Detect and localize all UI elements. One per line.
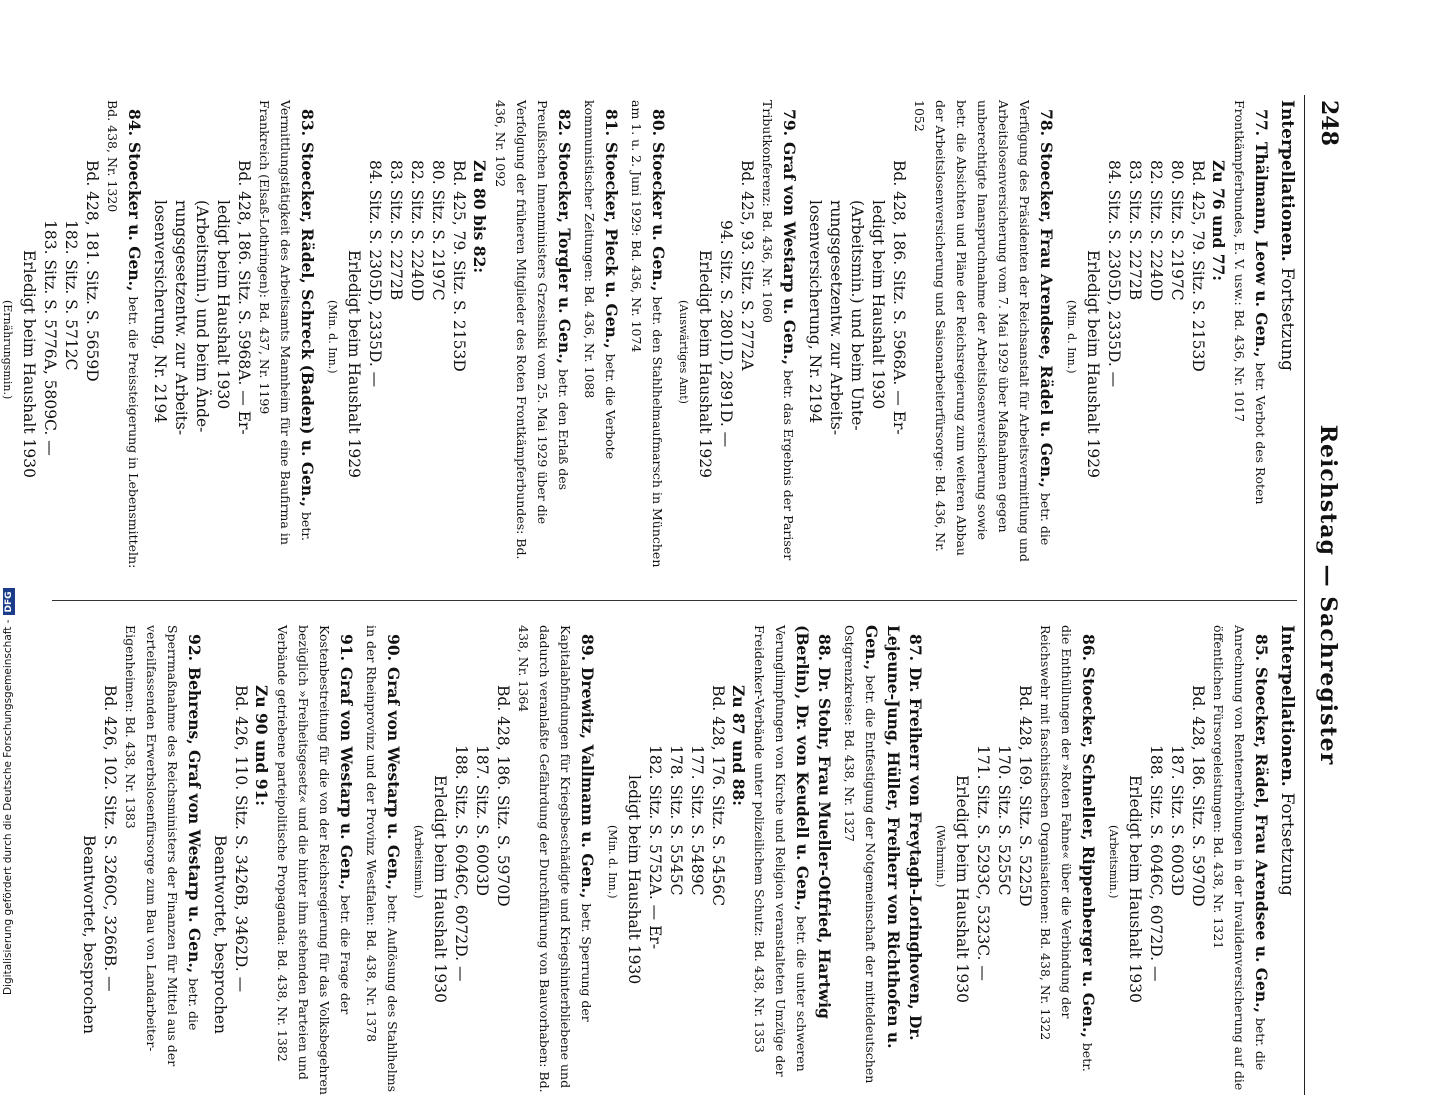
ref-list <box>804 100 909 570</box>
ref-line: 182. Sitz. S. 5712C <box>62 220 80 371</box>
ref-list <box>209 625 251 1095</box>
ref-line: losenversicherung, Nr. 2194 <box>806 200 824 424</box>
entry-names: Stoecker, Rädel, Schreck (Baden) u. Gen., <box>298 142 317 507</box>
entry-text: betr. den Stahlhelmaufmarsch in München am 1. u. 2. Juni 1929: Bd. 436, Nr. 1074 <box>629 100 665 568</box>
entry-text: betr. die Frage der Kostenbestreitung für die von der Reichsregierung für das Volksbegehren bezüglich »Freiheitsgesetz« und die hinter ihm stehenden Parteien und Verbände getriebene parteipolitische Propaganda: Bd. 438, Nr. 1382 <box>275 625 353 1095</box>
ref-line: 170. Sitz. S. 5255C <box>995 745 1013 896</box>
entry-85 <box>1208 625 1272 1095</box>
section-heading <box>1276 625 1297 1095</box>
entry-names: Stoecker u. Gen., <box>125 142 144 292</box>
entry-text: betr. Vermittlungstätigkeit des Arbeitsamts Mannheim für eine Baufirma in Frankreich (Elsaß-Lothringen): Bd. 437, Nr. 1199 <box>257 100 314 545</box>
ref-line: Bd. 425, 79. Sitz. S. 2153D <box>1189 160 1207 372</box>
ref-line: ledigt beim Haushalt 1930 <box>869 200 887 410</box>
ref-list <box>149 100 254 570</box>
ref-line: 80. Sitz. S. 2197C <box>1168 160 1186 301</box>
ref-line: 182. Sitz. S. 5752A. — Er- <box>646 745 664 950</box>
entry-number: 85. <box>1252 634 1271 661</box>
entry-77 <box>1229 100 1272 570</box>
ref-line: Erledigt beim Haushalt 1930 <box>953 775 971 1003</box>
entry-80 <box>626 100 669 570</box>
entry-number: 87. <box>906 634 925 661</box>
entry-names: Stoecker, Rädel, Frau Arendsee u. Gen., <box>1252 667 1271 1013</box>
entry-91 <box>272 625 357 1095</box>
entry-text: betr. die Enthüllungen der »Roten Fahne« über die Verbindung der Reichswehr mit faschistischen Organisationen: Bd. 438, Nr. 1322 <box>1038 625 1095 1072</box>
ref-line: ledigt beim Haushalt 1930 <box>625 775 643 985</box>
ref-line: ledigt beim Haushalt 1930 <box>214 200 232 410</box>
group-heading: Zu 87 und 88: <box>729 685 748 807</box>
section-heading <box>1276 100 1297 570</box>
entry-number: 91. <box>337 634 356 661</box>
ref-list <box>623 625 728 1095</box>
ref-line: 94. Sitz. S. 2801D, 2891D. — <box>717 220 735 448</box>
ref-line: 188. Sitz. S. 6046C, 6072D. — <box>452 745 470 982</box>
ref-list <box>18 100 102 570</box>
ref-line: 188. Sitz. S. 6046C, 6072D. — <box>1147 745 1165 982</box>
right-column <box>78 625 1297 1095</box>
ministry-note: (Min. d. Inn.) <box>326 300 339 374</box>
group-heading: Zu 80 bis 82: <box>470 160 489 274</box>
ref-line: 187. Sitz. S. 6003D <box>1168 745 1186 897</box>
entry-79 <box>757 100 800 570</box>
ref-line: Bd. 428, 186. Sitz. S. 5970D <box>494 685 512 907</box>
ref-list <box>694 100 757 570</box>
ref-line: Bd. 426, 102. Sitz. S. 3260C, 3266B. — <box>101 685 119 992</box>
ref-line: 84. Sitz. S. 2305D, 2335D. — <box>1105 160 1123 388</box>
ref-line: rungsgesetzentw. zur Arbeits- <box>172 200 190 436</box>
dfg-logo: DFG <box>3 588 15 615</box>
entry-number: 82. <box>555 109 574 136</box>
ref-line: Beantwortet, besprochen <box>80 835 98 1035</box>
page-number: 248 <box>1316 100 1342 146</box>
ministry-note: (Arbeitsmin.) <box>412 825 425 899</box>
ref-list <box>1124 625 1208 1095</box>
section-continuation: Fortsetzung <box>1277 267 1297 372</box>
ref-line: Bd. 426, 110. Sitz. S. 3426B, 3462D. — <box>232 685 250 993</box>
ministry-note: (Arbeitsmin.) <box>1107 825 1120 899</box>
entry-text: betr. die Verbote kommunistischer Zeitungen: Bd. 436, Nr. 1088 <box>582 100 618 460</box>
entry-number: 81. <box>602 109 621 136</box>
group-heading: Zu 76 und 77: <box>1209 160 1228 282</box>
entry-90 <box>361 625 404 1095</box>
credit-text: Digitalisierung gefördert durch die Deutsche Forschungsgemeinschaft - <box>2 619 14 995</box>
entry-names: Drewitz, Vallmann u. Gen., <box>578 667 597 899</box>
ref-line: (Arbeitsmin.) und beim Ände- <box>193 200 211 433</box>
column-divider <box>52 600 1297 601</box>
status-line: Erledigt beim Haushalt 1929 <box>1084 250 1102 478</box>
entry-text: betr. Verbot des Roten Frontkämpferbundes, E. V. usw.: Bd. 436, Nr. 1017 <box>1232 100 1268 505</box>
entry-text: betr. das Ergebnis der Pariser Tributkonferenz: Bd. 436, Nr. 1060 <box>760 100 796 561</box>
entry-names: Graf von Westarp u. Gen., <box>337 667 356 891</box>
section-continuation: Fortsetzung <box>1277 792 1297 897</box>
entry-names: Stoecker u. Gen., <box>649 142 668 292</box>
entry-text: betr. den Erlaß des Preußischen Innenministers Grzesinski vom 25. Mai 1929 über die Verfolgung der früheren Mitglieder des Roten Frontkämpferbundes: Bd. 436, Nr. 1092 <box>493 100 571 560</box>
ref-line: Erledigt beim Haushalt 1929 <box>696 250 714 478</box>
entry-86 <box>1035 625 1099 1095</box>
ref-line: rungsgesetzentw. zur Arbeits- <box>827 200 845 436</box>
ref-line: Beantwortet, besprochen <box>211 835 229 1035</box>
entry-number: 77. <box>1252 109 1271 136</box>
entry-text: betr. die Preissteigerung in Lebensmitteln: Bd. 438, Nr. 1320 <box>105 100 141 569</box>
entry-81 <box>579 100 622 570</box>
ministry-note: (Min. d. Inn.) <box>1065 300 1078 374</box>
ministry-note: (Min. d. Inn.) <box>606 825 619 899</box>
ref-line: Bd. 428, 186. Sitz. S. 5970D <box>1189 685 1207 907</box>
entry-names: Graf von Westarp u. Gen., <box>384 667 403 891</box>
ministry-note: (Wehrmin.) <box>934 825 947 888</box>
section-title: Interpellationen. <box>1277 100 1297 262</box>
entry-text: betr. die Entfestigung der Notgemeinschaft der mitteldeutschen Ostgrenzkreise: Bd. 438, Nr. 1327 <box>842 625 878 1084</box>
ref-line: Erledigt beim Haushalt 1930 <box>20 250 38 478</box>
ref-line: Bd. 425, 93. Sitz. S. 2772A <box>738 160 756 371</box>
entry-text: betr. die Anrechnung von Rentenerhöhungen in der Invalidenversicherung auf die öffentlichen Fürsorgeleistungen: Bd. 438, Nr. 1321 <box>1211 625 1268 1091</box>
group-heading: Zu 90 und 91: <box>252 685 271 807</box>
entry-number: 90. <box>384 634 403 661</box>
entry-names: Stoecker, Frau Arendsee, Rädel u. Gen., <box>1037 142 1056 488</box>
ref-line: 177. Sitz. S. 5489C <box>688 745 706 896</box>
ref-line: 80. Sitz. S. 2197C <box>429 160 447 301</box>
ref-line: (Arbeitsmin.) und beim Unte- <box>848 200 866 431</box>
entry-87 <box>839 625 926 1095</box>
entry-number: 83. <box>298 109 317 136</box>
entry-78 <box>909 100 1057 570</box>
entry-84 <box>102 100 145 570</box>
ref-line: 183. Sitz. S. 5776A, 5809C. — <box>41 220 59 456</box>
ref-list <box>78 625 120 1095</box>
entry-text: betr. Sperrung der Kapitalabfindungen für Kriegsbeschädigte und Kriegshinterbliebene und dadurch veranlaßte Gefährdung der Durchführung von Bauvorhaben: Bd. 438, Nr. 1364 <box>516 625 594 1093</box>
entry-92 <box>120 625 205 1095</box>
ref-line: Bd. 428, 181. Sitz. S. 5659D <box>83 160 101 382</box>
ref-line: 82. Sitz. S. 2240D <box>408 160 426 302</box>
entry-83 <box>254 100 318 570</box>
entry-number: 86. <box>1079 634 1098 661</box>
ref-line: 84. Sitz. S. 2305D, 2335D. — <box>366 160 384 388</box>
entry-text: betr. die Sperrmaßnahme des Reichsministers der Finanzen für Mittel aus der verteilfassenden Erwerbslosenfürsorge zum Bau von Landarbeiter-Eigenheimen: Bd. 438, Nr. 1383 <box>123 625 201 1067</box>
entry-number: 80. <box>649 109 668 136</box>
entry-text: betr. Auflösung des Stahlhelms in der Rheinprovinz und der Provinz Westfalen: Bd. 438, Nr. 1378 <box>364 625 400 1093</box>
ref-line: Erledigt beim Haushalt 1930 <box>1126 775 1144 1003</box>
entry-names: Stoecker, Torgler u. Gen., <box>555 142 574 365</box>
ref-line: Erledigt beim Haushalt 1930 <box>431 775 449 1003</box>
ministry-note: (Ernährungsmin.) <box>1 300 14 400</box>
entry-names: Graf von Westarp u. Gen., <box>780 142 799 366</box>
entry-names: Stoecker, Schneller, Rippenberger u. Gen., <box>1079 667 1098 1038</box>
entry-names: Thälmann, Leow u. Gen., <box>1252 142 1271 358</box>
entry-number: 79. <box>780 109 799 136</box>
entry-number: 88. <box>815 634 834 661</box>
ref-list <box>364 100 469 570</box>
ref-line: Bd. 425, 79. Sitz. S. 2153D <box>450 160 468 372</box>
page-header <box>1304 95 1345 1095</box>
ref-line: losenversicherung, Nr. 2194 <box>151 200 169 424</box>
digitization-credit <box>2 0 15 995</box>
entry-names: Stoecker, Pieck u. Gen., <box>602 142 621 349</box>
ref-line: 187. Sitz. S. 6003D <box>473 745 491 897</box>
ref-line: 82. Sitz. S. 2240D <box>1147 160 1165 302</box>
ref-line: Bd. 428, 176. Sitz. S. 5456C <box>709 685 727 907</box>
status-line: Erledigt beim Haushalt 1929 <box>345 250 363 478</box>
ref-line: Bd. 428, 186. Sitz. S. 5968A. — Er- <box>890 160 908 435</box>
entry-number: 84. <box>125 109 144 136</box>
ref-line: 178. Sitz. S. 5545C <box>667 745 685 896</box>
ref-line: Bd. 428, 186. Sitz. S. 5968A. — Er- <box>235 160 253 435</box>
entry-names: Dr. Freiherr von Freytagh-Loringhoven, Dr. Lejeune-Jung, Hüller, Freiherr von Richthofen u. Gen., <box>862 625 925 1049</box>
ref-list <box>1103 100 1208 570</box>
section-title: Interpellationen. <box>1277 625 1297 787</box>
entry-number: 92. <box>185 634 204 661</box>
entry-text: betr. die unter schweren Verunglimpfungen von Kirche und Religion veranstalteten Umzüge der Freidenker-Verbände unter polizeilichem Schutz: Bd. 438, Nr. 1353 <box>752 625 809 1077</box>
entry-89 <box>513 625 598 1095</box>
running-title: Reichstag — Sachregister <box>1315 424 1341 766</box>
entry-text: betr. die Verfügung des Präsidenten der Reichsanstalt für Arbeitsvermittlung und Arbeitslosenversicherung vom 7. Mai 1929 über Maßnahmen gegen unberechtigte Inanspruchnahme der Arbeitslosenversicherung sowie betr. die Absichten und Pläne der Reichsregierung zum weiteren Abbau der Arbeitslosenversicherung und Saisonarbeiterfürsorge: Bd. 436, Nr. 1052 <box>912 100 1053 562</box>
ref-list <box>951 625 1035 1095</box>
entry-names: Behrens, Graf von Westarp u. Gen., <box>185 667 204 974</box>
entry-names: Dr. Stohr, Frau Mueller-Otfried, Hartwig (Berlin), Dr. von Keudell u. Gen., <box>793 625 834 1019</box>
entry-number: 89. <box>578 634 597 661</box>
ref-line: 83. Sitz. S. 2272B <box>1126 160 1144 301</box>
entry-88 <box>749 625 835 1095</box>
entry-82 <box>490 100 575 570</box>
left-column <box>0 100 1297 570</box>
entry-number: 78. <box>1037 109 1056 136</box>
ref-line: 171. Sitz. S. 5293C, 5323C. — <box>974 745 992 981</box>
ref-list <box>429 625 513 1095</box>
ministry-note: (Auswärtiges Amt) <box>677 300 690 404</box>
ref-line: 83. Sitz. S. 2272B <box>387 160 405 301</box>
ref-line: Bd. 428, 169. Sitz. S. 5225D <box>1016 685 1034 907</box>
